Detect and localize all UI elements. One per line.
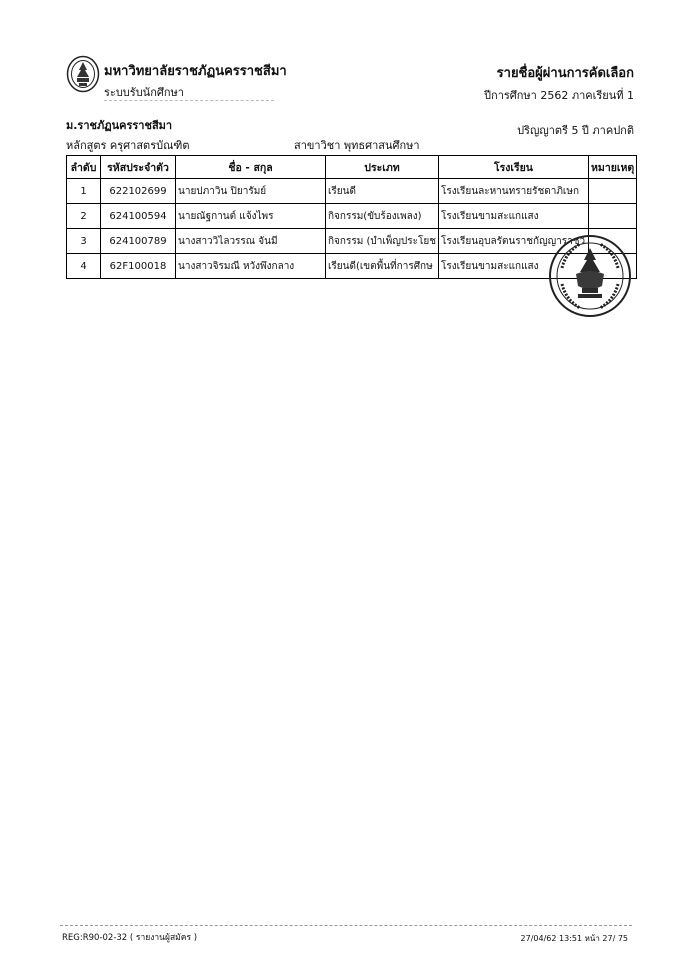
- header-student-id: รหัสประจำตัว: [101, 156, 176, 179]
- row-name: นางสาวจิรมณี หวังพึงกลาง: [176, 254, 326, 279]
- header-note: หมายเหตุ: [588, 156, 636, 179]
- row-student-id: 624100594: [101, 204, 176, 229]
- table-row: [67, 179, 637, 204]
- table-header-row: [67, 156, 637, 179]
- row-no: 1: [67, 179, 101, 204]
- print-timestamp-page: 27/04/62 13:51 หน้า 27/ 75: [520, 934, 628, 943]
- row-note: [588, 179, 636, 204]
- header-name: ชื่อ - สกุล: [176, 156, 326, 179]
- header-school: โรงเรียน: [438, 156, 588, 179]
- table-row: [67, 204, 637, 229]
- row-school: โรงเรียนละหานทรายรัชดาภิเษก: [438, 179, 588, 204]
- header-type: ประเภท: [326, 156, 439, 179]
- official-seal-icon: [548, 234, 632, 318]
- campus-name: ม.ราชภัฏนครราชสีมา: [66, 119, 173, 132]
- major-name: สาขาวิชา พุทธศาสนศึกษา: [294, 139, 420, 152]
- row-student-id: 62F100018: [101, 254, 176, 279]
- document-title: รายชื่อผู้ผ่านการคัดเลือก: [496, 66, 634, 81]
- row-note: [588, 204, 636, 229]
- university-logo-icon: [66, 55, 100, 93]
- row-school: โรงเรียนขามสะแกแสง: [438, 204, 588, 229]
- row-no: 2: [67, 204, 101, 229]
- row-no: 3: [67, 229, 101, 254]
- header-divider: [104, 100, 274, 101]
- row-name: นางสาววิไลวรรณ จันมี: [176, 229, 326, 254]
- row-type: กิจกรรม (บำเพ็ญประโยช: [326, 229, 439, 254]
- academic-year: ปีการศึกษา 2562 ภาคเรียนที่ 1: [484, 89, 634, 102]
- degree-level: ปริญญาตรี 5 ปี ภาคปกติ: [517, 124, 634, 137]
- report-code: REG:R90-02-32 ( รายงานผู้สมัคร ): [62, 933, 198, 943]
- row-type: กิจกรรม(ขับร้องเพลง): [326, 204, 439, 229]
- row-student-id: 622102699: [101, 179, 176, 204]
- course-name: หลักสูตร ครุศาสตรบัณฑิต: [66, 139, 190, 152]
- row-name: นายปภาวิน ปิยารัมย์: [176, 179, 326, 204]
- header-no: ลำดับ: [67, 156, 101, 179]
- row-name: นายณัฐกานต์ แจ้งไพร: [176, 204, 326, 229]
- footer-divider: [60, 925, 632, 926]
- row-student-id: 624100789: [101, 229, 176, 254]
- row-type: เรียนดี: [326, 179, 439, 204]
- row-school: โรงเรียนขามสะแกแสง: [438, 254, 588, 279]
- row-type: เรียนดี(เขตพื้นที่การศึกษ: [326, 254, 439, 279]
- university-name: มหาวิทยาลัยราชภัฏนครราชสีมา: [104, 64, 287, 79]
- row-school: โรงเรียนอุบลรัตนราชกัญญาราชวิ: [438, 229, 588, 254]
- row-no: 4: [67, 254, 101, 279]
- system-name: ระบบรับนักศึกษา: [104, 86, 184, 99]
